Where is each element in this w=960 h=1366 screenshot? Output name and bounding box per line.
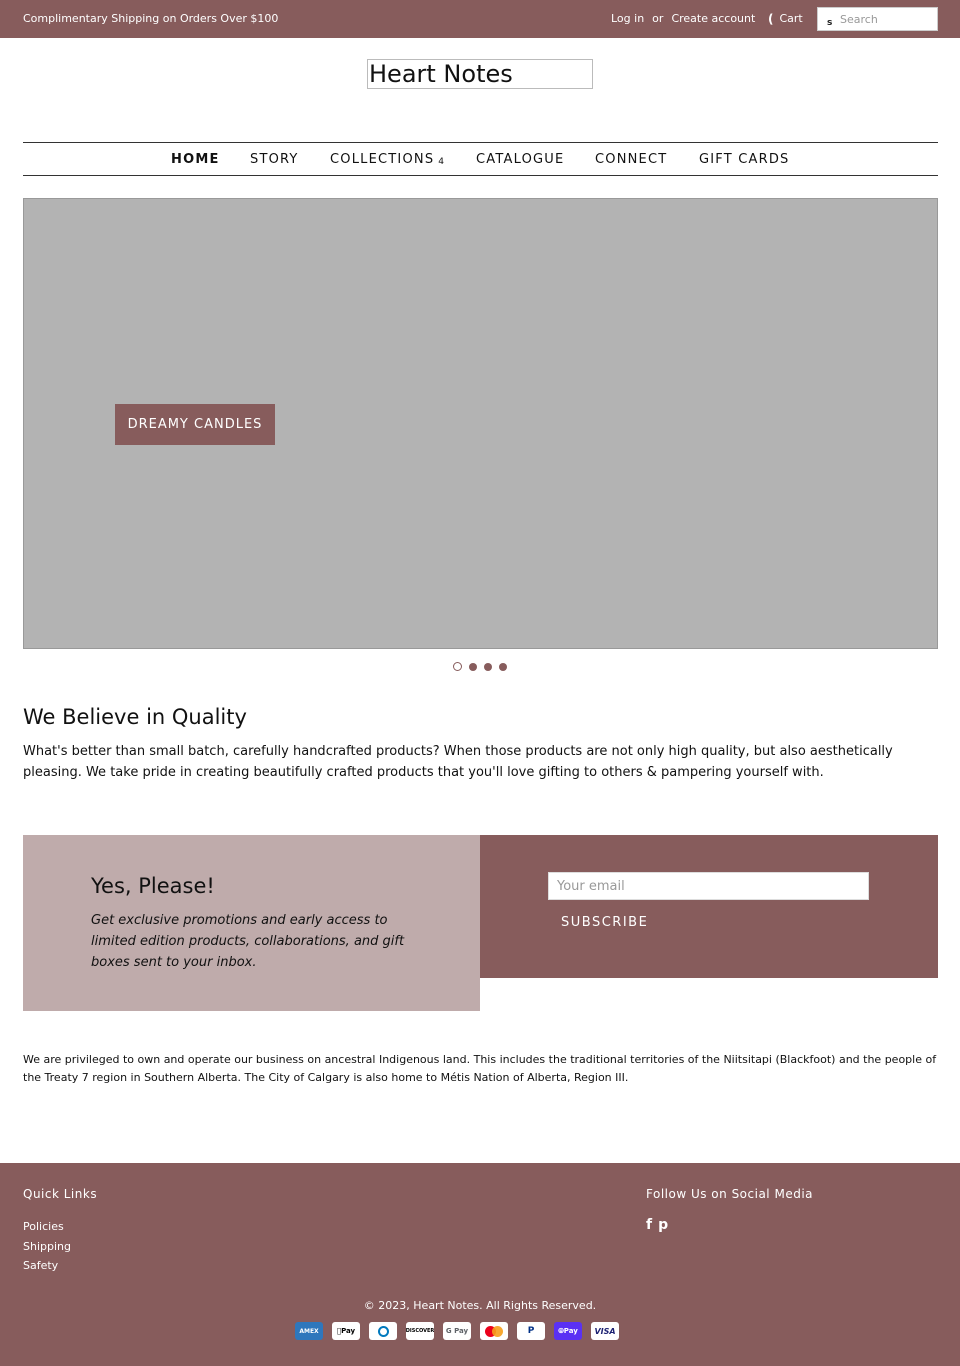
search-box[interactable] (817, 7, 938, 31)
chevron-down-icon: 4 (438, 157, 446, 167)
main-nav (23, 142, 938, 176)
search-icon[interactable]: s (827, 18, 833, 28)
quick-links-title: Quick Links (23, 1187, 98, 1201)
announcement-bar (0, 0, 960, 38)
login-link[interactable]: Log in (611, 12, 645, 25)
pinterest-icon[interactable]: p (658, 1217, 669, 1233)
account-links (611, 12, 755, 25)
slide-dot-4[interactable] (499, 663, 507, 671)
slide-dot-2[interactable] (469, 663, 477, 671)
diners-club-icon (369, 1322, 397, 1340)
subscribe-button[interactable]: SUBSCRIBE (561, 915, 649, 930)
newsletter-title: Yes, Please! (91, 874, 215, 898)
nav-home[interactable]: HOME (171, 152, 220, 167)
discover-icon: DISCOVER (406, 1322, 434, 1340)
social-title: Follow Us on Social Media (646, 1187, 813, 1201)
cart-icon: ( (768, 11, 774, 26)
or-text: or (652, 12, 664, 25)
email-field[interactable] (548, 872, 869, 900)
quality-text: What's better than small batch, carefully handcrafted products? When those products are not only high quality, but also aesthetically pleasing. We take pride in creating beautifully crafted products that you'll love gifting to others & pampering yourself with. (23, 744, 893, 780)
site-logo[interactable]: Heart Notes (367, 59, 593, 89)
cart-label: Cart (779, 12, 803, 25)
quick-links (23, 1217, 71, 1276)
newsletter-intro (23, 835, 480, 1011)
slideshow-dots (453, 662, 507, 671)
footer-link-shipping[interactable]: Shipping (23, 1239, 71, 1253)
site-footer (0, 1163, 960, 1366)
nav-collections[interactable] (330, 152, 445, 167)
hero-slideshow[interactable] (23, 198, 938, 649)
newsletter-form (480, 835, 938, 978)
slide-dot-3[interactable] (484, 663, 492, 671)
quality-heading: We Believe in Quality (23, 705, 247, 729)
mastercard-icon (480, 1322, 508, 1340)
land-acknowledgement: We are privileged to own and operate our business on ancestral Indigenous land. This includes the traditional territories of the Niitsitapi (Blackfoot) and the people of the Treaty 7 region in Southern Alberta. The City of Calgary is also home to Métis Nation of Alberta, Region III. (23, 1053, 937, 1084)
apple-pay-icon (332, 1322, 360, 1340)
copyright: © 2023, Heart Notes. All Rights Reserved. (363, 1299, 597, 1312)
dreamy-candles-button[interactable]: DREAMY CANDLES (115, 404, 275, 445)
footer-link-policies[interactable]: Policies (23, 1220, 64, 1233)
amex-icon: AMEX (295, 1322, 323, 1340)
paypal-icon: P (517, 1322, 545, 1340)
search-input[interactable] (840, 10, 935, 28)
slide-dot-1[interactable] (453, 662, 462, 671)
nav-gift-cards[interactable]: GIFT CARDS (699, 152, 790, 167)
shop-pay-icon: ⦾ Pay (554, 1322, 582, 1340)
shipping-promo: Complimentary Shipping on Orders Over $100 (23, 12, 279, 25)
nav-story[interactable]: STORY (250, 152, 299, 167)
newsletter-description: Get exclusive promotions and early access to limited edition products, collaborations, and gift boxes sent to your inbox. (91, 913, 405, 970)
payment-icons (295, 1322, 619, 1340)
footer-link-safety[interactable]: Safety (23, 1259, 59, 1272)
social-links (646, 1217, 668, 1233)
nav-catalogue[interactable]: CATALOGUE (476, 152, 565, 167)
create-account-link[interactable]: Create account (671, 12, 756, 25)
shop-pay-label: Pay (563, 1327, 578, 1335)
nav-connect[interactable]: CONNECT (595, 152, 668, 167)
visa-icon: VISA (591, 1322, 619, 1340)
facebook-icon[interactable]: f (646, 1217, 653, 1233)
cart-link[interactable] (768, 12, 803, 25)
google-pay-icon: G Pay (443, 1322, 471, 1340)
apple-pay-label: Pay (338, 1327, 353, 1335)
nav-collections-label: COLLECTIONS (330, 152, 435, 167)
